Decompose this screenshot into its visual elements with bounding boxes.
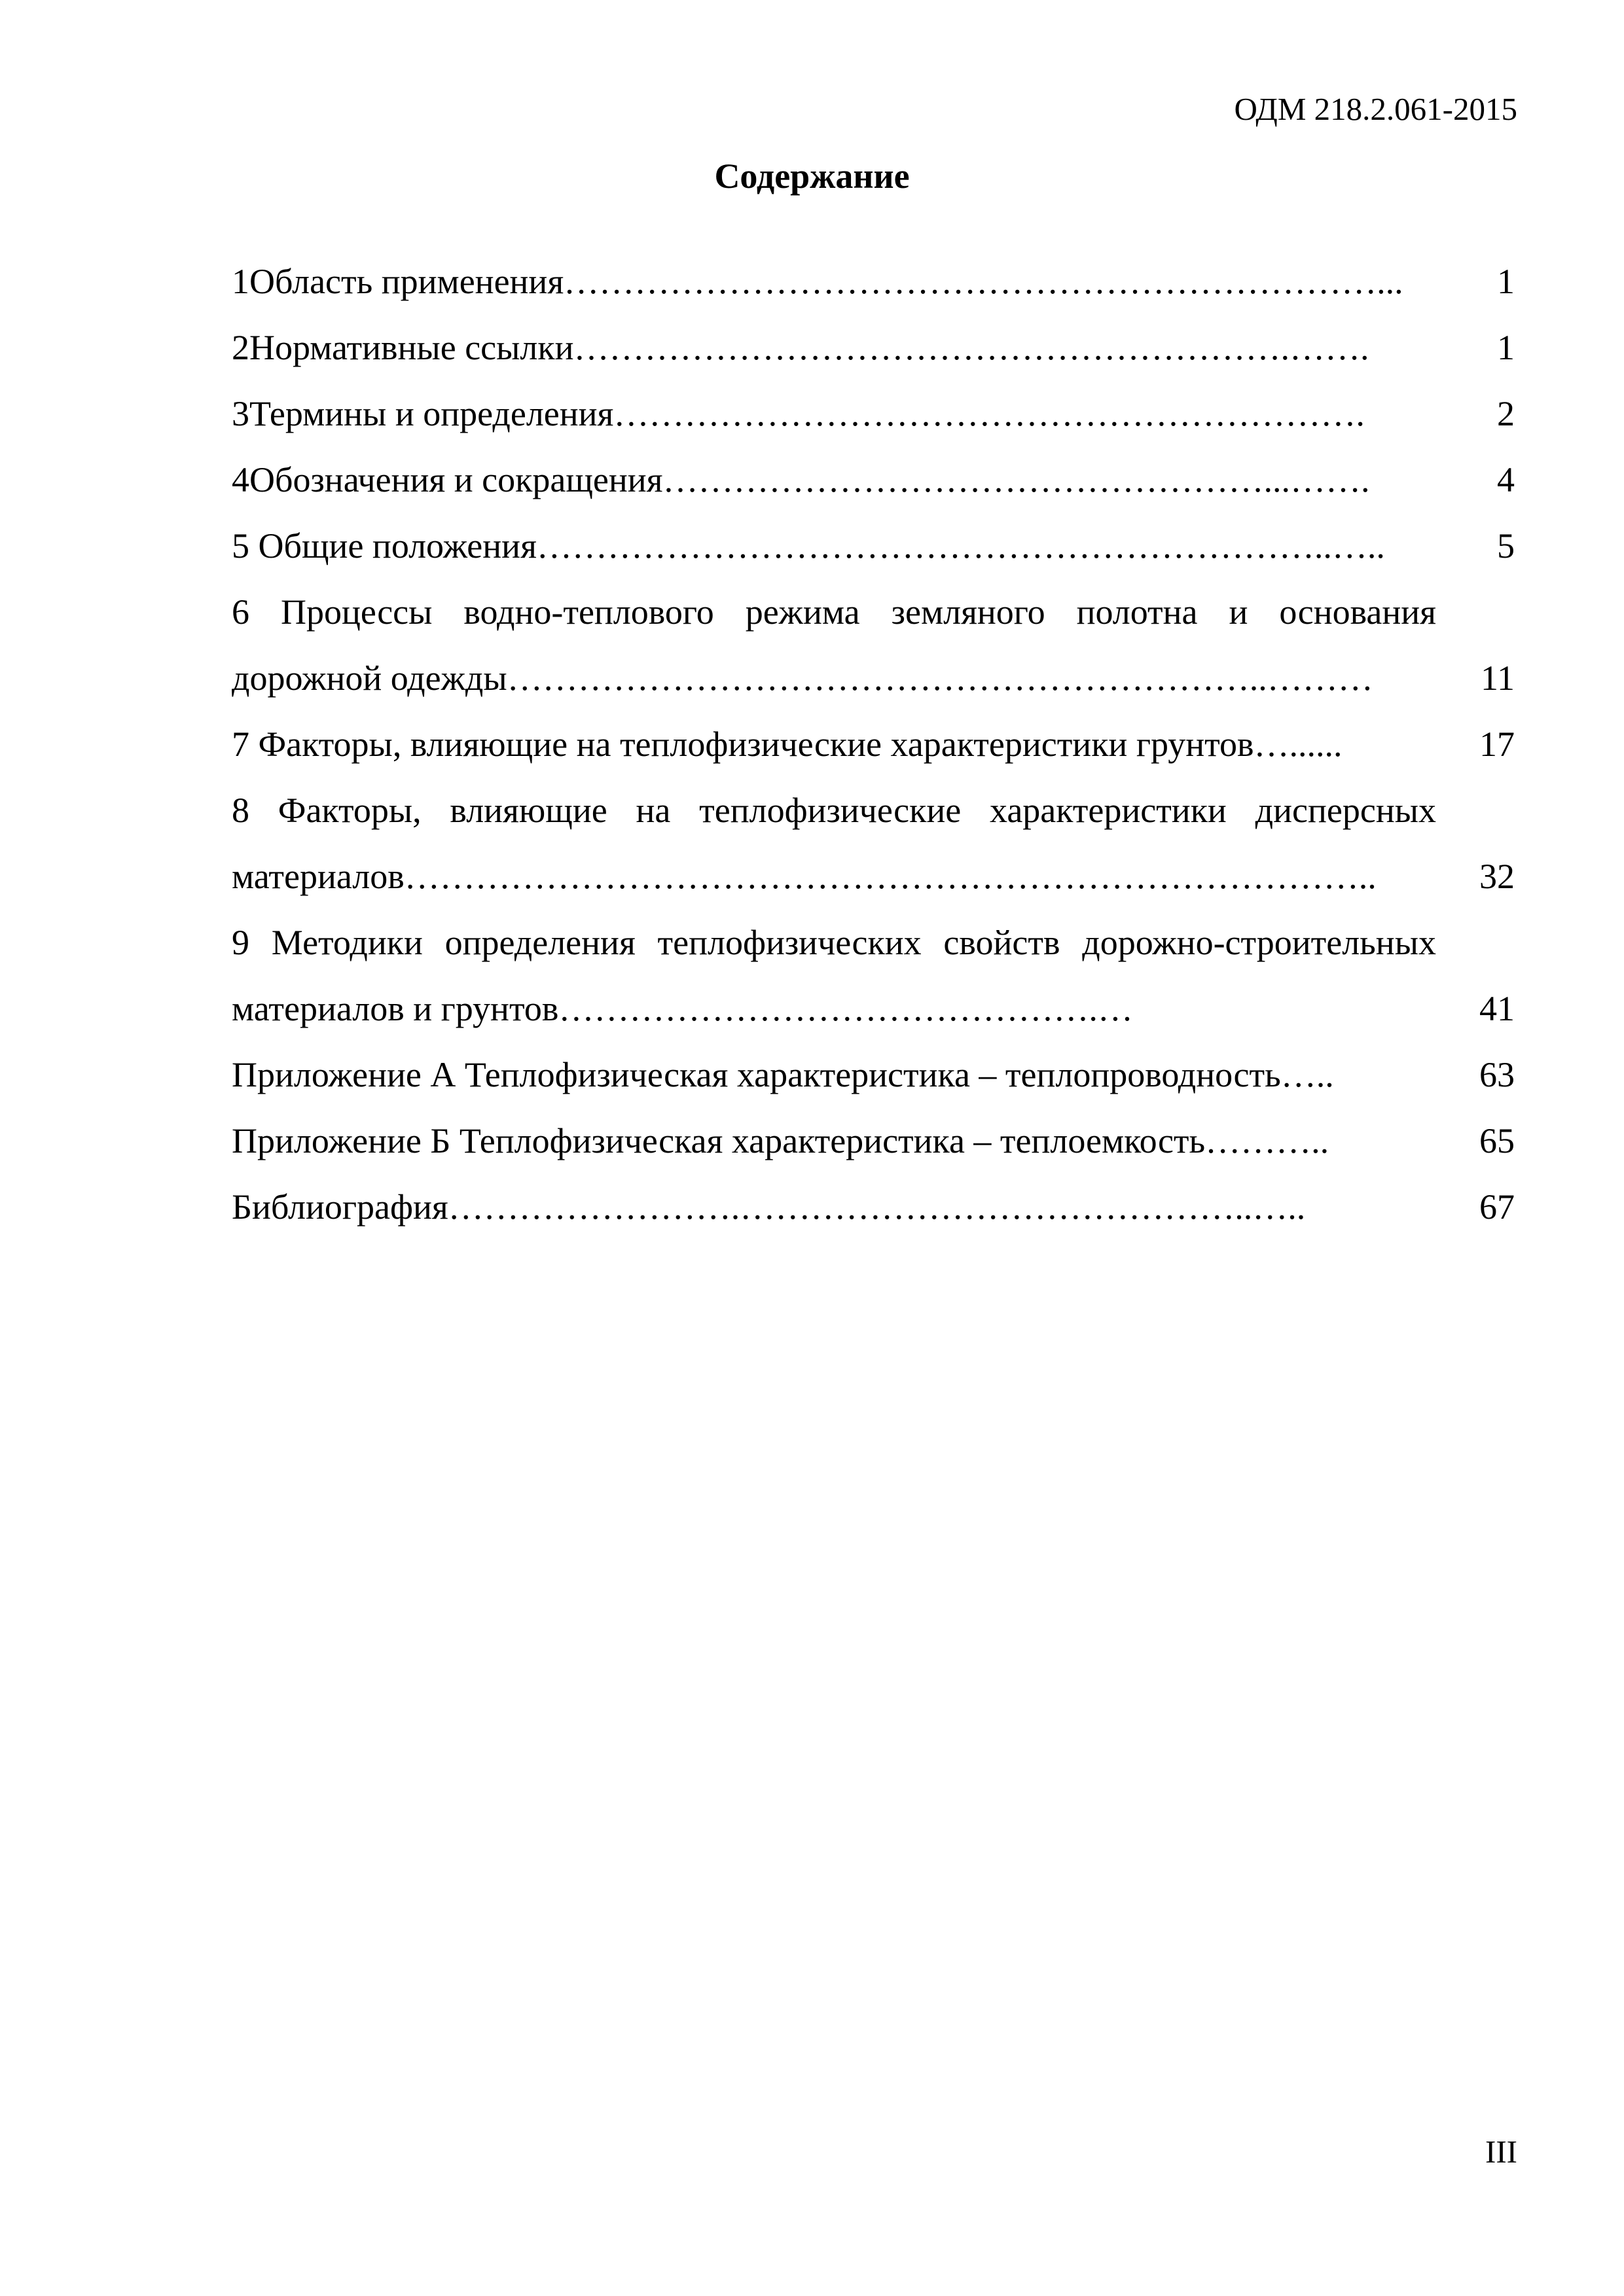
page-number: III xyxy=(1485,2134,1517,2170)
toc-entry-page: 67 xyxy=(1479,1187,1515,1227)
toc-entry[interactable] xyxy=(232,249,1515,315)
toc-entry-page: 41 xyxy=(1479,989,1515,1028)
toc-entry-title: 6 Процессы водно-теплового режима земляного полотна и основания дорожной одежды………………………………………………………..……… xyxy=(232,592,1436,698)
toc-entry-title: 1Область применения……………………………………………………………... xyxy=(232,262,1403,301)
toc-entry[interactable] xyxy=(232,1174,1515,1240)
toc-entry[interactable] xyxy=(232,1042,1515,1108)
toc-entry-page: 11 xyxy=(1481,658,1515,698)
toc-entry-page: 4 xyxy=(1497,460,1515,499)
toc-entry-title: Приложение А Теплофизическая характеристика – теплопроводность….. xyxy=(232,1055,1334,1094)
toc-title: Содержание xyxy=(714,156,910,196)
toc-entry-title: 3Термины и определения………………………………………………………. xyxy=(232,394,1365,433)
toc-entry[interactable] xyxy=(232,1108,1515,1174)
toc-entry[interactable] xyxy=(232,778,1515,910)
table-of-contents xyxy=(232,249,1515,1240)
toc-entry-title: 9 Методики определения теплофизических свойств дорожно-строительных материалов и грунтов……………………………………….… xyxy=(232,923,1436,1028)
toc-entry-page: 2 xyxy=(1497,394,1515,433)
toc-entry-title: Библиография…………………….……………………………………..….. xyxy=(232,1187,1306,1227)
toc-entry-title: Приложение Б Теплофизическая характеристика – теплоемкость……….. xyxy=(232,1121,1329,1160)
document-code: ОДМ 218.2.061-2015 xyxy=(1234,91,1517,127)
toc-entry-title: 7 Факторы, влияющие на теплофизические характеристики грунтов…...... xyxy=(232,725,1343,764)
toc-entry-page: 63 xyxy=(1479,1055,1515,1094)
toc-entry-page: 65 xyxy=(1479,1121,1515,1160)
toc-entry[interactable] xyxy=(232,447,1515,513)
toc-entry-page: 32 xyxy=(1479,857,1515,896)
toc-entry-page: 1 xyxy=(1497,262,1515,301)
toc-entry-page: 1 xyxy=(1497,328,1515,367)
toc-entry[interactable] xyxy=(232,513,1515,579)
toc-entry[interactable] xyxy=(232,910,1515,1042)
toc-entry-title: 4Обозначения и сокращения……………………………………………...……. xyxy=(232,460,1370,499)
toc-entry-title: 2Нормативные ссылки…………………………………………………….……. xyxy=(232,328,1369,367)
toc-entry[interactable] xyxy=(232,711,1515,778)
toc-entry[interactable] xyxy=(232,579,1515,711)
toc-entry-page: 17 xyxy=(1479,725,1515,764)
toc-entry[interactable] xyxy=(232,381,1515,447)
toc-entry-title: 8 Факторы, влияющие на теплофизические характеристики дисперсных материалов……………………………………………………………………….. xyxy=(232,791,1436,896)
toc-entry[interactable] xyxy=(232,315,1515,381)
toc-entry-title: 5 Общие положения…………………………………………………………..….. xyxy=(232,526,1385,565)
toc-entry-page: 5 xyxy=(1497,526,1515,565)
